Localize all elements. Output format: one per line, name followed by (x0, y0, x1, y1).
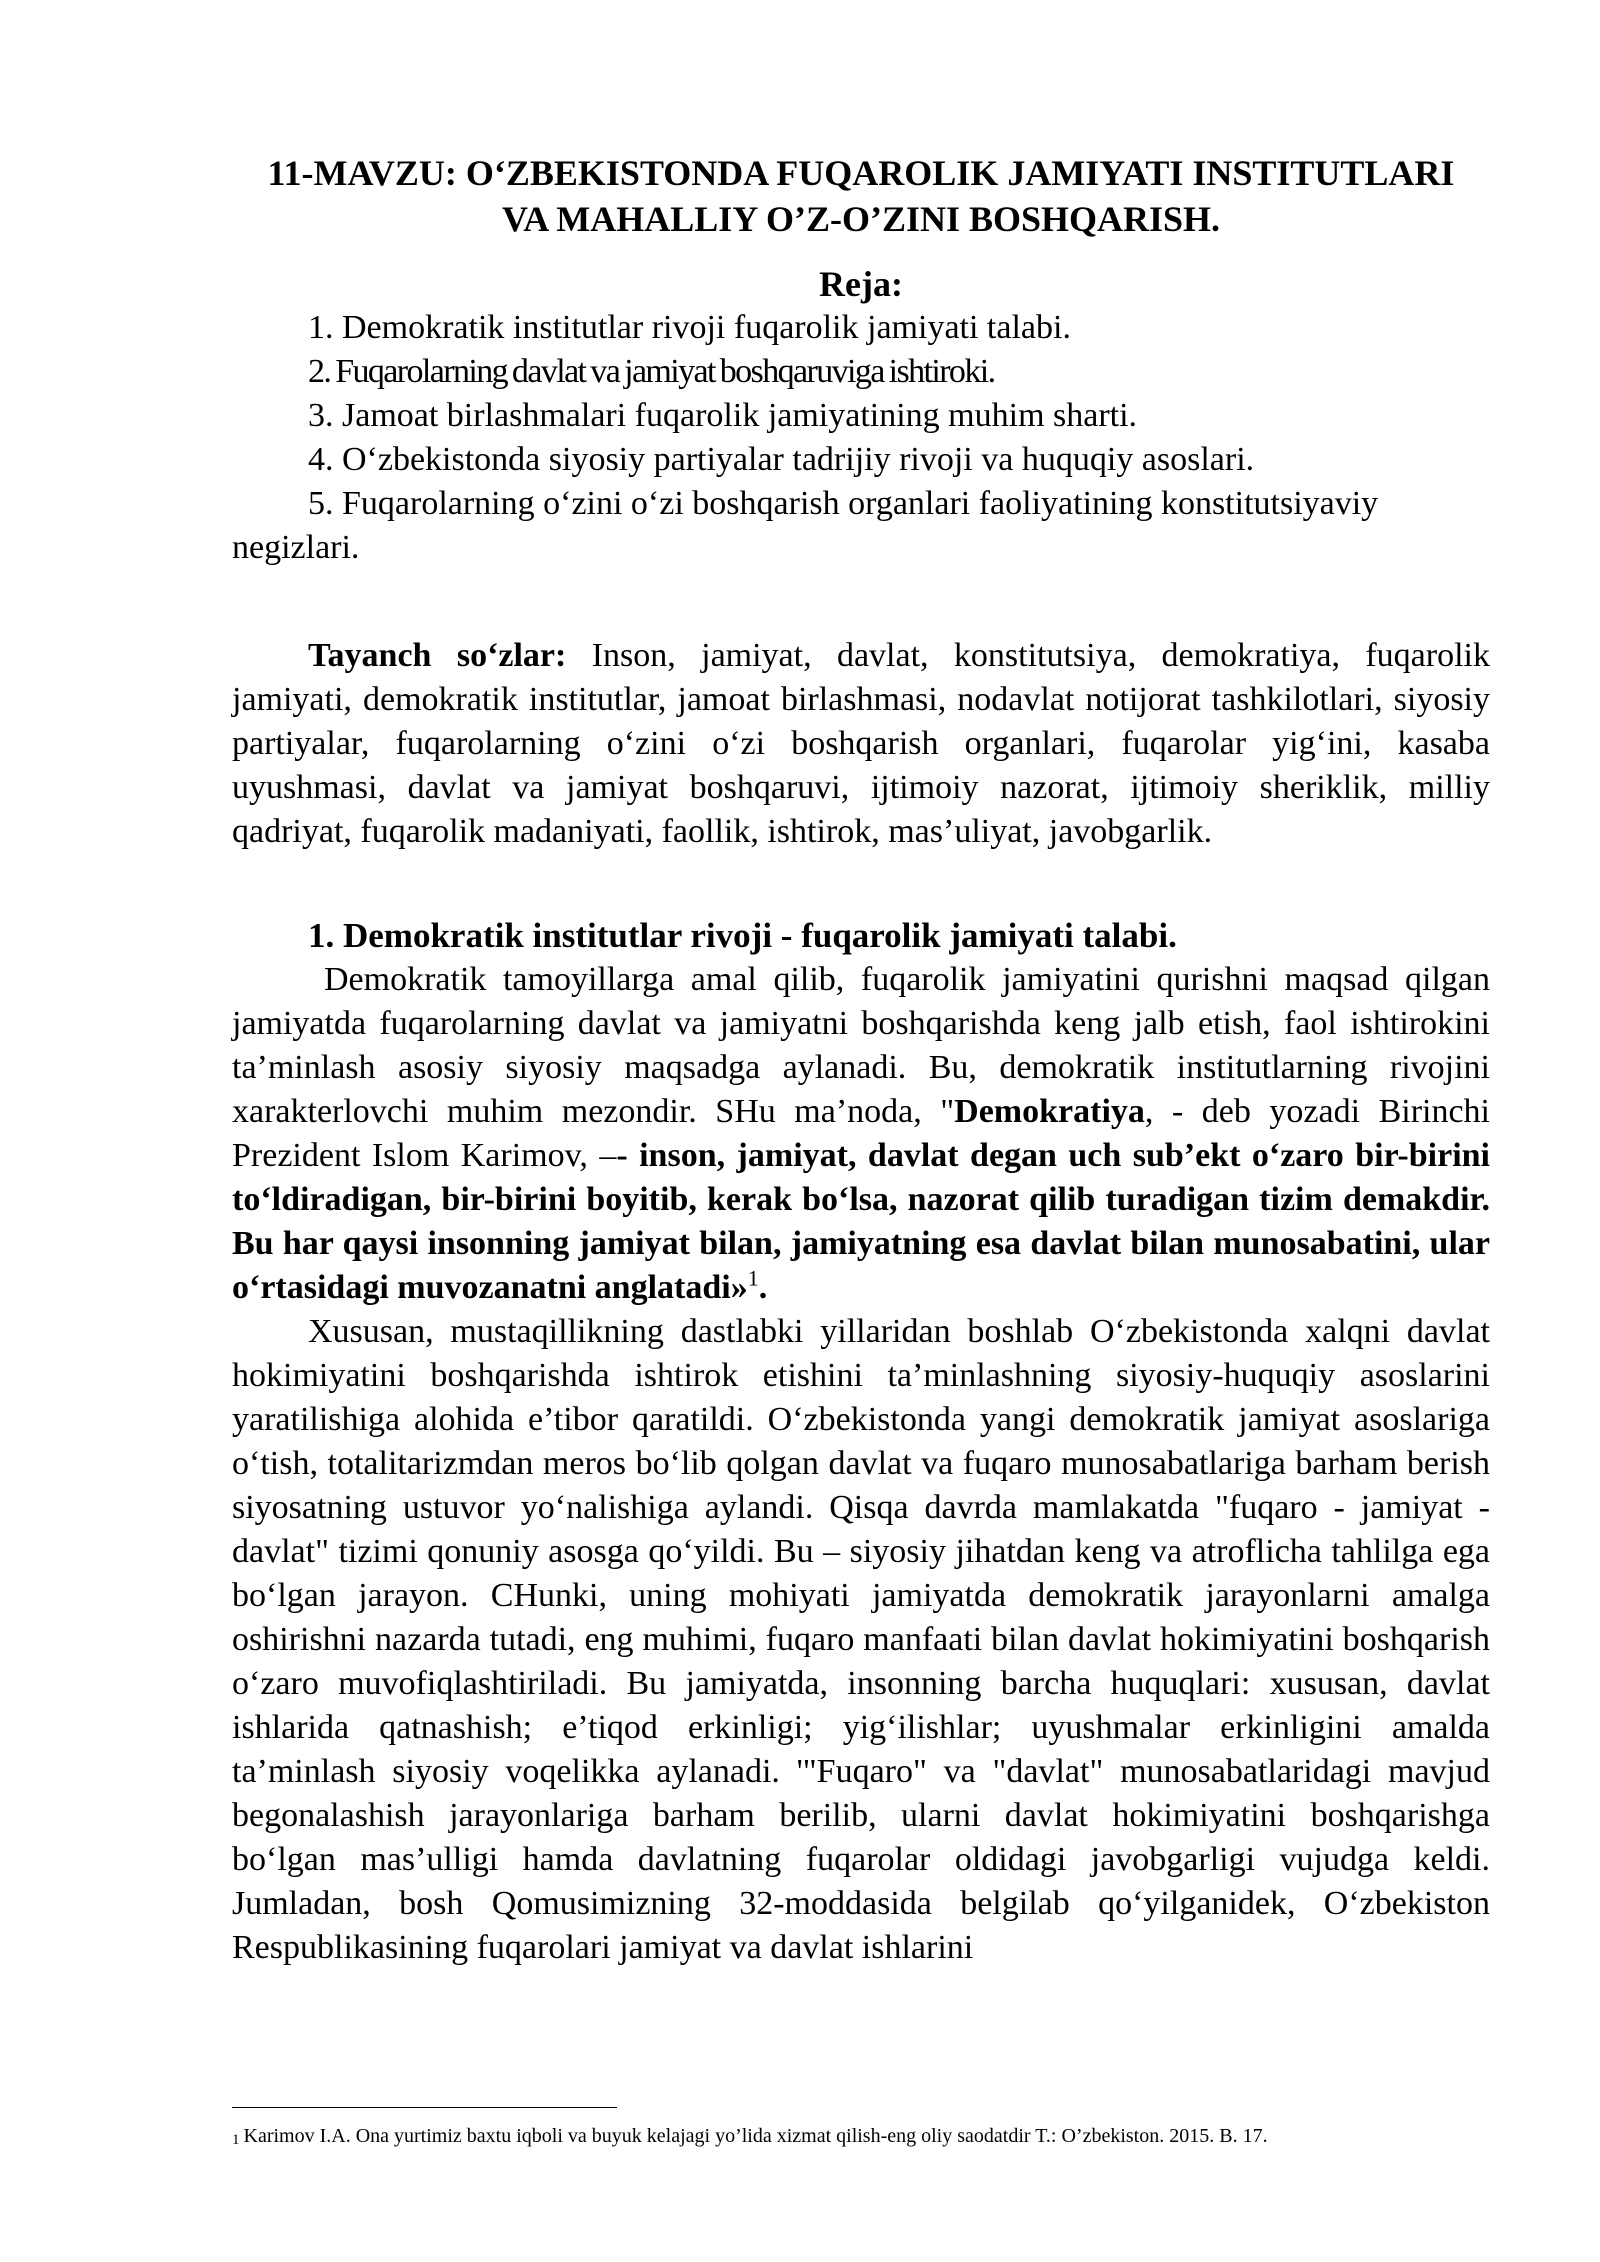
title-line-2: VA MAHALLIY O’Z-O’ZINI BOSHQARISH. (501, 199, 1221, 239)
paragraph-end: . (758, 1269, 768, 1306)
bold-term: Demokratiya (954, 1093, 1145, 1130)
paragraph-text: , - deb yozadi Birinchi Prezident Islom Karimov, – (232, 1093, 1490, 1174)
section-heading: 1. Demokratik institutlar rivoji - fuqarolik jamiyati talabi. (308, 916, 1177, 955)
plan-item: 1. Demokratik institutlar rivoji fuqarolik jamiyati talabi. (308, 309, 1071, 346)
body-paragraph-1 (232, 958, 1490, 1310)
footnote-text: Karimov I.A. Ona yurtimiz baxtu iqboli va buyuk kelajagi yo’lida xizmat qilish-eng oliy saodatdir T.: O’zbekiston. 2015. B. 17. (243, 2125, 1268, 2147)
plan-item: 5. Fuqarolarning o‘zini o‘zi boshqarish organlari faoliyatining konstitutsiyaviy negizlari. (232, 485, 1379, 566)
keywords-text: Inson, jamiyat, davlat, konstitutsiya, demokratiya, fuqarolik jamiyati, demokratik institutlar, jamoat birlashmasi, nodavlat notijorat tashkilotlari, siyosiy partiyalar, fuqarolarning o‘zini o‘zi boshqarish organlari, fuqarolar yig‘ini, kasaba uyushmasi, davlat va jamiyat boshqaruvi, ijtimoiy nazorat, ijtimoiy sheriklik, milliy qadriyat, fuqarolik madaniyati, faollik, ishtirok, mas’uliyat, javobgarlik. (232, 637, 1490, 850)
footnote-number: 1 (232, 2132, 240, 2148)
footnote-reference[interactable]: 1 (747, 1265, 759, 1291)
plan-item: 3. Jamoat birlashmalari fuqarolik jamiyatining muhim sharti. (308, 397, 1138, 434)
body-paragraph-2: Xususan, mustaqillikning dastlabki yillaridan boshlab O‘zbekistonda xalqni davlat hokimiyatini boshqarishda ishtirok etishini ta’minlashning siyosiy-huquqiy asoslarini yaratilishiga alohida e’tibor qaratildi. O‘zbekistonda yangi demokratik jamiyat asoslariga o‘tish, totalitarizmdan meros bo‘lib qolgan davlat va fuqaro munosabatlariga barham berish siyosatning ustuvor yo‘nalishiga aylandi. Qisqa davrda mamlakatda "fuqaro - jamiyat -davlat" tizimi qonuniy asosga qo‘yildi. Bu – siyosiy jihatdan keng va atroflicha tahlilga ega bo‘lgan jarayon. CHunki, uning mohiyati jamiyatda demokratik jarayonlarni amalga oshirishni nazarda tutadi, eng muhimi, fuqaro manfaati bilan davlat hokimiyatini boshqarish o‘zaro muvofiqlashtiriladi. Bu jamiyatda, insonning barcha huquqlari: xususan, davlat ishlarida qatnashish; e’tiqod erkinligi; yig‘ilishlar; uyushmalar erkinligini amalda ta’minlash siyosiy voqelikka aylanadi. '"Fuqaro" va "davlat" munosabatlaridagi mavjud begonalashish jarayonlariga barham berilib, ularni davlat hokimiyatini boshqarishga bo‘lgan mas’ulligi hamda davlatning fuqarolar oldidagi javobgarligi vujudga keldi. Jumladan, bosh Qomusimizning 32-moddasida belgilab qo‘yilganidek, O‘zbekiston Respublikasining fuqarolari jamiyat va davlat ishlarini (232, 1313, 1490, 1966)
bold-quote: - inson, jamiyat, davlat degan uch sub’ekt o‘zaro bir-birini to‘ldiradigan, bir-birini boyitib, kerak bo‘lsa, nazorat qilib turadigan tizim demakdir. Bu har qaysi insonning jamiyat bilan, jamiyatning esa davlat bilan munosabatini, ular o‘rtasidagi muvozanatni anglatadi» (232, 1137, 1490, 1306)
paragraph-text: Demokratik tamoyillarga amal qilib, fuqarolik jamiyatini qurishni maqsad qilgan jamiyatda fuqarolarning davlat va jamiyatni boshqarishda keng jalb etish, faol ishtirokini ta’minlash asosiy siyosiy maqsadga aylanadi. Bu, demokratik institutlarning rivojini xarakterlovchi muhim mezondir. SHu ma’noda, " (232, 961, 1490, 1130)
title-line-1: 11-MAVZU: O‘ZBEKISTONDA FUQAROLIK JAMIYATI INSTITUTLARI (267, 153, 1455, 193)
document-page (232, 150, 1490, 1970)
footnote-separator (232, 2107, 617, 2108)
plan-heading: Reja: (819, 264, 903, 304)
footnote (232, 2122, 1490, 2154)
document-title (232, 150, 1490, 242)
plan-item: 2. Fuqarolarning davlat va jamiyat boshqaruviga ishtiroki. (308, 353, 995, 390)
keywords-paragraph (232, 634, 1490, 854)
plan-item: 4. O‘zbekistonda siyosiy partiyalar tadrijiy rivoji va huquqiy asoslari. (308, 441, 1255, 478)
keywords-label: Tayanch so‘zlar: (308, 637, 567, 674)
plan-list (232, 306, 1490, 570)
